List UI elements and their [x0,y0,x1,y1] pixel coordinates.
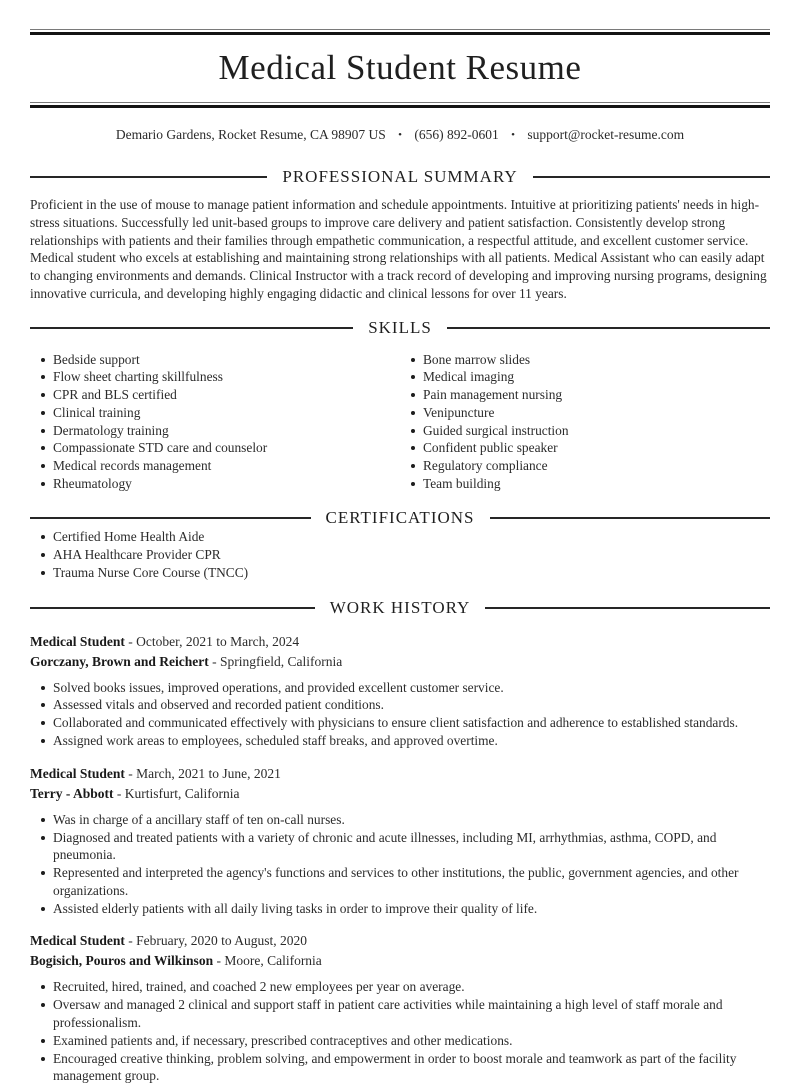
dash-separator: - [128,933,133,949]
skill-item: Medical imaging [400,368,770,386]
job-entry [30,632,770,750]
job-bullet: Solved books issues, improved operations, and provided excellent customer service. [30,679,770,697]
section-professional-summary [30,167,770,303]
skills-columns [30,351,770,493]
section-certifications [30,508,770,581]
rule-thick [30,105,770,108]
job-company: Gorczany, Brown and Reichert [30,653,209,669]
heading-rule-right [490,517,771,519]
job-bullet: Diagnosed and treated patients with a variety of chronic and acute illnesses, including MI, arrhythmias, asthma, COPD, and pneumonia. [30,829,770,865]
job-dates: March, 2021 to June, 2021 [136,765,281,781]
job-entry [30,764,770,918]
section-work-history [30,598,770,1085]
certification-item: Trauma Nurse Core Course (TNCC) [30,564,770,582]
heading-rule-right [533,176,770,178]
job-company-line [30,784,770,804]
job-bullet-list [30,978,770,1085]
section-heading [30,598,770,618]
section-heading [30,318,770,338]
contact-phone: (656) 892-0601 [414,127,499,142]
skill-item: Clinical training [30,404,400,422]
job-bullet: Encouraged creative thinking, problem solving, and empowerment in order to boost morale and teamwork as part of the facility management group. [30,1050,770,1085]
job-title-line [30,632,770,652]
contact-address: Demario Gardens, Rocket Resume, CA 98907 US [115,127,386,142]
job-bullet: Examined patients and, if necessary, prescribed contraceptives and other medications. [30,1032,770,1050]
job-bullet: Recruited, hired, trained, and coached 2 new employees per year on average. [30,978,770,996]
skill-item: Compassionate STD care and counselor [30,439,400,457]
skill-item: Bedside support [30,351,400,369]
job-title: Medical Student [30,933,125,949]
job-company: Terry - Abbott [30,785,114,801]
summary-paragraph: Proficient in the use of mouse to manage patient information and schedule appointments. Intuitive at prioritizing patients' needs in high-stress situations. Successfully led unit-based groups to improve care delivery and patient satisfaction. Consistently develop strong relationships with patients and their families through empathetic communication, a respectful attitude, and excellent customer service. Medical student who excels at establishing and maintaining strong relationships with all patients. Medical Assistant who can easily adapt to changing environments and demands. Clinical Instructor with a track record of developing and improving nursing programs, designing innovative curricula, and developing highly engaging didactic and clinical lessons for over 11 years. [30,197,767,301]
bullet-separator-icon: • [511,129,516,141]
heading-rule-left [30,517,311,519]
skill-item: CPR and BLS certified [30,386,400,404]
skill-item: Team building [400,475,770,493]
bottom-double-rule [30,102,770,108]
section-title: PROFESSIONAL SUMMARY [282,167,518,186]
job-bullet-list [30,679,770,750]
job-bullet: Collaborated and communicated effectively with physicians to ensure client satisfaction and adherence to established standards. [30,714,770,732]
contact-email: support@rocket-resume.com [527,127,685,142]
job-entry [30,931,770,1085]
skill-item: Regulatory compliance [400,457,770,475]
dash-separator: - [128,765,133,781]
section-heading [30,167,770,187]
job-title: Medical Student [30,765,125,781]
skill-item: Confident public speaker [400,439,770,457]
job-company-line [30,951,770,971]
job-title-line [30,764,770,784]
job-bullet: Assisted elderly patients with all daily living tasks in order to improve their quality of life. [30,900,770,918]
bullet-separator-icon: • [398,129,403,141]
heading-rule-left [30,327,353,329]
skill-item: Medical records management [30,457,400,475]
dash-separator: - [216,953,221,969]
skill-item: Guided surgical instruction [400,422,770,440]
certification-item: Certified Home Health Aide [30,528,770,546]
job-location: Springfield, California [220,653,343,669]
contact-line [30,127,770,143]
job-bullet: Assigned work areas to employees, scheduled staff breaks, and approved overtime. [30,732,770,750]
page-title: Medical Student Resume [218,48,582,87]
job-bullet: Was in charge of a ancillary staff of ten on-call nurses. [30,811,770,829]
job-bullet-list [30,811,770,918]
heading-rule-right [485,607,770,609]
resume-header [30,29,770,143]
dash-separator: - [212,653,217,669]
section-heading [30,508,770,528]
job-dates: February, 2020 to August, 2020 [136,933,308,949]
skill-item: Rheumatology [30,475,400,493]
certifications-list [30,528,770,581]
job-bullet: Represented and interpreted the agency's functions and services to other institutions, the public, government agencies, and other organizations. [30,864,770,900]
job-dates: October, 2021 to March, 2024 [136,633,300,649]
section-title: SKILLS [368,317,432,337]
heading-rule-left [30,607,315,609]
section-title: CERTIFICATIONS [325,508,475,528]
skill-item: Bone marrow slides [400,351,770,369]
section-skills [30,318,770,493]
job-title: Medical Student [30,633,125,649]
skills-column-right [400,351,770,493]
skill-item: Venipuncture [400,404,770,422]
certification-item: AHA Healthcare Provider CPR [30,546,770,564]
job-location: Moore, California [224,953,322,969]
skill-item: Dermatology training [30,422,400,440]
job-title-line [30,931,770,951]
skill-item: Pain management nursing [400,386,770,404]
section-title: WORK HISTORY [329,597,471,617]
dash-separator: - [116,785,122,801]
skills-column-left [30,351,400,493]
skill-item: Flow sheet charting skillfulness [30,368,400,386]
heading-rule-right [447,327,770,329]
job-company: Bogisich, Pouros and Wilkinson [30,953,214,969]
job-bullet: Oversaw and managed 2 clinical and support staff in patient care activities while maintaining a high level of staff morale and professionalism. [30,996,770,1032]
dash-separator: - [128,633,133,649]
job-company-line [30,652,770,672]
job-bullet: Assessed vitals and observed and recorded patient conditions. [30,696,770,714]
heading-rule-left [30,176,267,178]
job-location: Kurtisfurt, California [124,785,240,801]
